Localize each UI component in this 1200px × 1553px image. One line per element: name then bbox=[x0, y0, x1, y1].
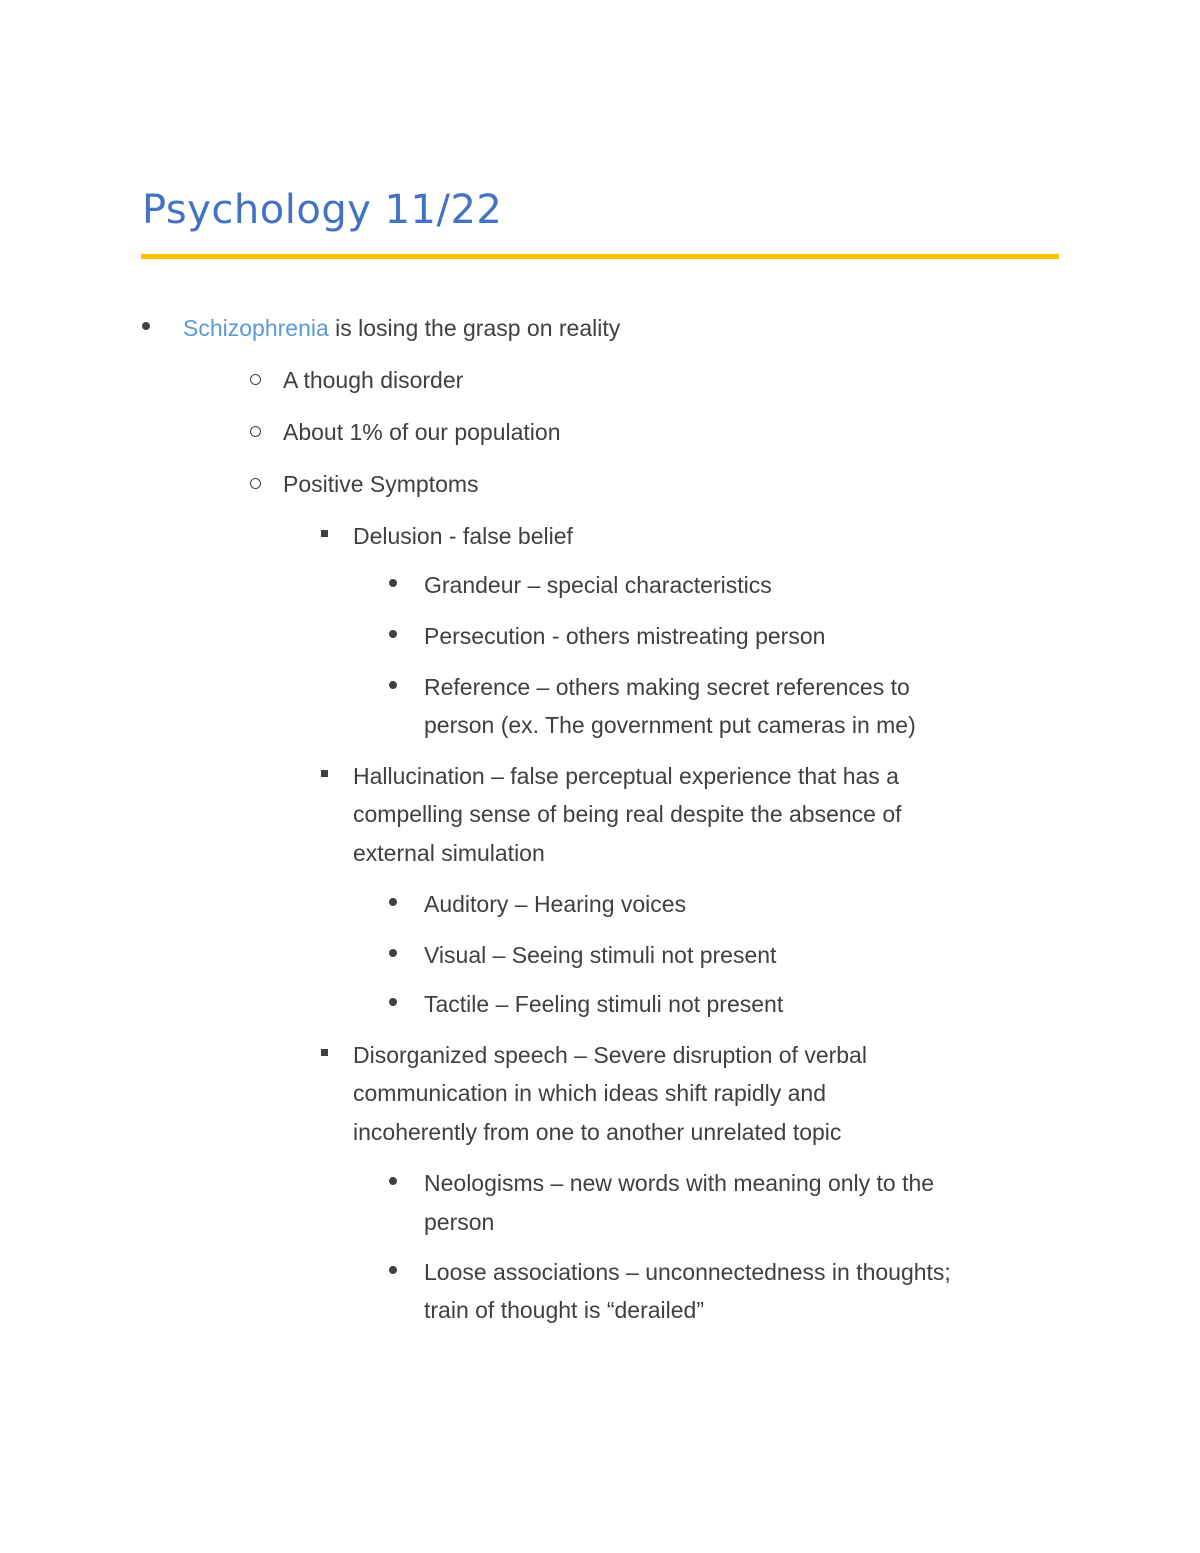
square-bullet-icon bbox=[321, 770, 328, 777]
list-item-line: Reference – others making secret references to bbox=[424, 674, 910, 700]
bullet-icon bbox=[389, 998, 397, 1006]
bullet-icon bbox=[389, 1266, 397, 1274]
bullet-icon bbox=[389, 579, 397, 587]
list-item: Persecution - others mistreating person bbox=[424, 623, 826, 649]
list-item-line: Neologisms – new words with meaning only to the bbox=[424, 1170, 935, 1196]
list-item-line: Loose associations – unconnectedness in thoughts; bbox=[424, 1259, 951, 1285]
list-item: Tactile – Feeling stimuli not present bbox=[424, 991, 784, 1017]
list-item-line: external simulation bbox=[353, 840, 545, 866]
list-item: Delusion - false belief bbox=[353, 523, 573, 549]
list-item: Auditory – Hearing voices bbox=[424, 891, 687, 917]
term-schizophrenia: Schizophrenia bbox=[183, 315, 329, 341]
circle-bullet-icon bbox=[250, 426, 261, 437]
circle-bullet-icon bbox=[250, 374, 261, 385]
bullet-icon bbox=[389, 681, 397, 689]
bullet-icon bbox=[389, 898, 397, 906]
circle-bullet-icon bbox=[250, 478, 261, 489]
bullet-icon bbox=[389, 630, 397, 638]
list-item: About 1% of our population bbox=[283, 419, 561, 445]
page-title: Psychology 11/22 bbox=[142, 187, 503, 233]
list-item-line: compelling sense of being real despite the absence of bbox=[353, 801, 902, 827]
list-item-schizophrenia bbox=[183, 313, 620, 343]
square-bullet-icon bbox=[321, 530, 328, 537]
list-item-line: person bbox=[424, 1209, 495, 1235]
list-item: Grandeur – special characteristics bbox=[424, 572, 772, 598]
list-item: Positive Symptoms bbox=[283, 471, 479, 497]
list-item-line: train of thought is “derailed” bbox=[424, 1297, 704, 1323]
item-text: is losing the grasp on reality bbox=[328, 315, 621, 341]
bullet-icon bbox=[142, 322, 150, 330]
title-underline bbox=[141, 254, 1059, 259]
list-item: A though disorder bbox=[283, 367, 464, 393]
bullet-icon bbox=[389, 949, 397, 957]
list-item: Visual – Seeing stimuli not present bbox=[424, 942, 777, 968]
list-item-line: Disorganized speech – Severe disruption of verbal bbox=[353, 1042, 867, 1068]
list-item-line: incoherently from one to another unrelated topic bbox=[353, 1119, 842, 1145]
bullet-icon bbox=[389, 1177, 397, 1185]
square-bullet-icon bbox=[321, 1049, 328, 1056]
list-item-line: Hallucination – false perceptual experience that has a bbox=[353, 763, 899, 789]
list-item-line: communication in which ideas shift rapidly and bbox=[353, 1080, 827, 1106]
list-item-line: person (ex. The government put cameras in me) bbox=[424, 712, 916, 738]
